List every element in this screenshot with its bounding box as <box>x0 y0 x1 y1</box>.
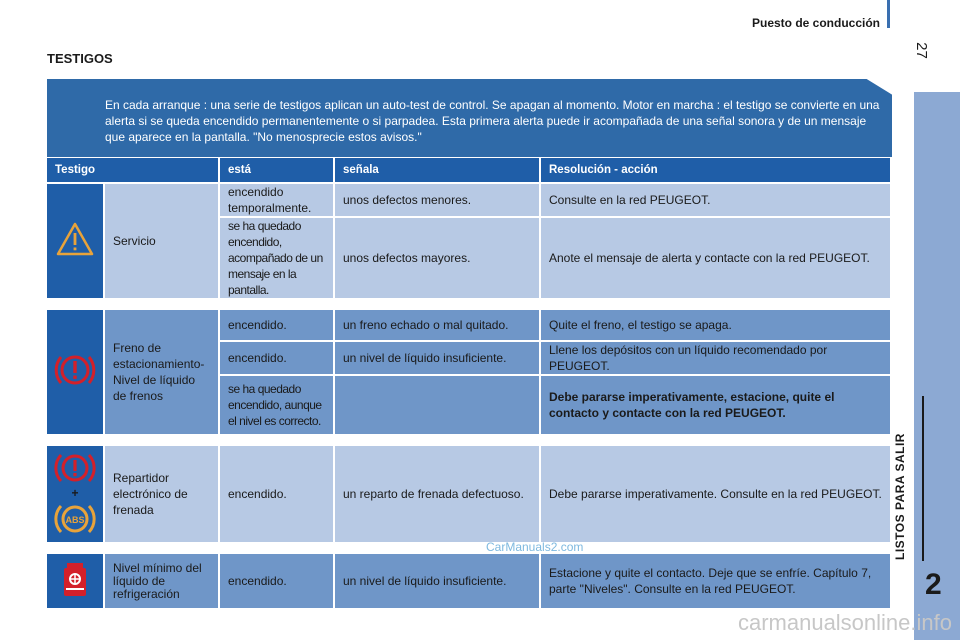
page-number: 27 <box>913 42 931 59</box>
header-esta: está <box>220 158 335 184</box>
coolant-icon-cell <box>47 554 105 610</box>
service-icon-cell <box>47 184 105 300</box>
ebd-icon-cell <box>47 446 105 544</box>
esta-cell: encendido. <box>220 342 335 376</box>
header-resolucion: Resolución - acción <box>541 158 892 184</box>
esta-cell: se ha quedado encendido, aunque el nivel es correcto. <box>220 376 335 436</box>
header-testigo: Testigo <box>47 158 220 184</box>
brake-icon-cell <box>47 310 105 436</box>
table-row <box>47 184 892 218</box>
senala-cell: unos defectos mayores. <box>335 218 541 300</box>
table-row <box>47 446 892 544</box>
accion-cell: Anote el mensaje de alerta y contacte con la red PEUGEOT. <box>541 218 892 300</box>
header-rule <box>887 0 890 28</box>
table-header-row <box>47 158 892 184</box>
footer-watermark: carmanualsonline.info <box>737 610 952 635</box>
accion-cell: Consulte en la red PEUGEOT. <box>541 184 892 218</box>
brake-name: Freno de estacionamiento- Nivel de líquido de frenos <box>105 310 220 436</box>
chapter-number: 2 <box>925 568 942 601</box>
senala-cell: un freno echado o mal quitado. <box>335 310 541 342</box>
esta-cell: encendido. <box>220 554 335 610</box>
senala-cell <box>335 376 541 436</box>
watermark: CarManuals2.com <box>486 540 584 554</box>
row-separator <box>47 436 892 446</box>
row-separator <box>47 544 892 554</box>
warning-lights-table <box>47 158 892 610</box>
side-band <box>914 92 960 640</box>
intro-text: En cada arranque : una serie de testigos aplican un auto-test de control. Se apagan al momento. Motor en marcha : el testigo se convierte en una alerta si se queda encendido permanentemente o si parpadea. Esta primera alerta puede ir acompañada de una señal sonora y de un mensaje que aparece en la pantalla. "No menosprecie estos avisos." <box>105 98 880 144</box>
brake-abs-icon <box>51 446 99 538</box>
abs-label: ABS <box>65 515 85 525</box>
header-senala: señala <box>335 158 541 184</box>
row-separator <box>47 300 892 310</box>
esta-cell: encendido. <box>220 446 335 544</box>
service-name: Servicio <box>105 184 220 300</box>
senala-cell: un nivel de líquido insuficiente. <box>335 554 541 610</box>
senala-cell: un nivel de líquido insuficiente. <box>335 342 541 376</box>
ebd-name: Repartidor electrónico de frenada <box>105 446 220 544</box>
section-title: TESTIGOS <box>47 51 113 66</box>
accion-cell: Debe pararse imperativamente. Consulte en la red PEUGEOT. <box>541 446 892 544</box>
accion-cell: Quite el freno, el testigo se apaga. <box>541 310 892 342</box>
coolant-level-icon <box>59 559 91 599</box>
esta-cell: encendido temporalmente. <box>220 184 335 218</box>
esta-cell: se ha quedado encendido, acompañado de un mensaje en la pantalla. <box>220 218 335 300</box>
side-label: LISTOS PARA SALIR <box>893 433 907 560</box>
table-row <box>47 310 892 342</box>
side-line <box>922 396 924 561</box>
plus-sign: + <box>71 486 79 500</box>
accion-cell: Debe pararse imperativamente, estacione, quite el contacto y contacte con la red PEUGEOT. <box>541 376 892 436</box>
warning-triangle-icon <box>55 221 95 257</box>
brake-warning-icon <box>53 350 97 390</box>
senala-cell: un reparto de frenada defectuoso. <box>335 446 541 544</box>
senala-cell: unos defectos menores. <box>335 184 541 218</box>
header-title: Puesto de conducción <box>751 16 880 30</box>
esta-cell: encendido. <box>220 310 335 342</box>
table-row <box>47 554 892 610</box>
coolant-name: Nivel mínimo del líquido de refrigeración <box>105 554 220 610</box>
accion-cell: Estacione y quite el contacto. Deje que se enfríe. Capítulo 7, parte "Niveles". Consulte en la red PEUGEOT. <box>541 554 892 610</box>
accion-cell: Llene los depósitos con un líquido recomendado por PEUGEOT. <box>541 342 892 376</box>
